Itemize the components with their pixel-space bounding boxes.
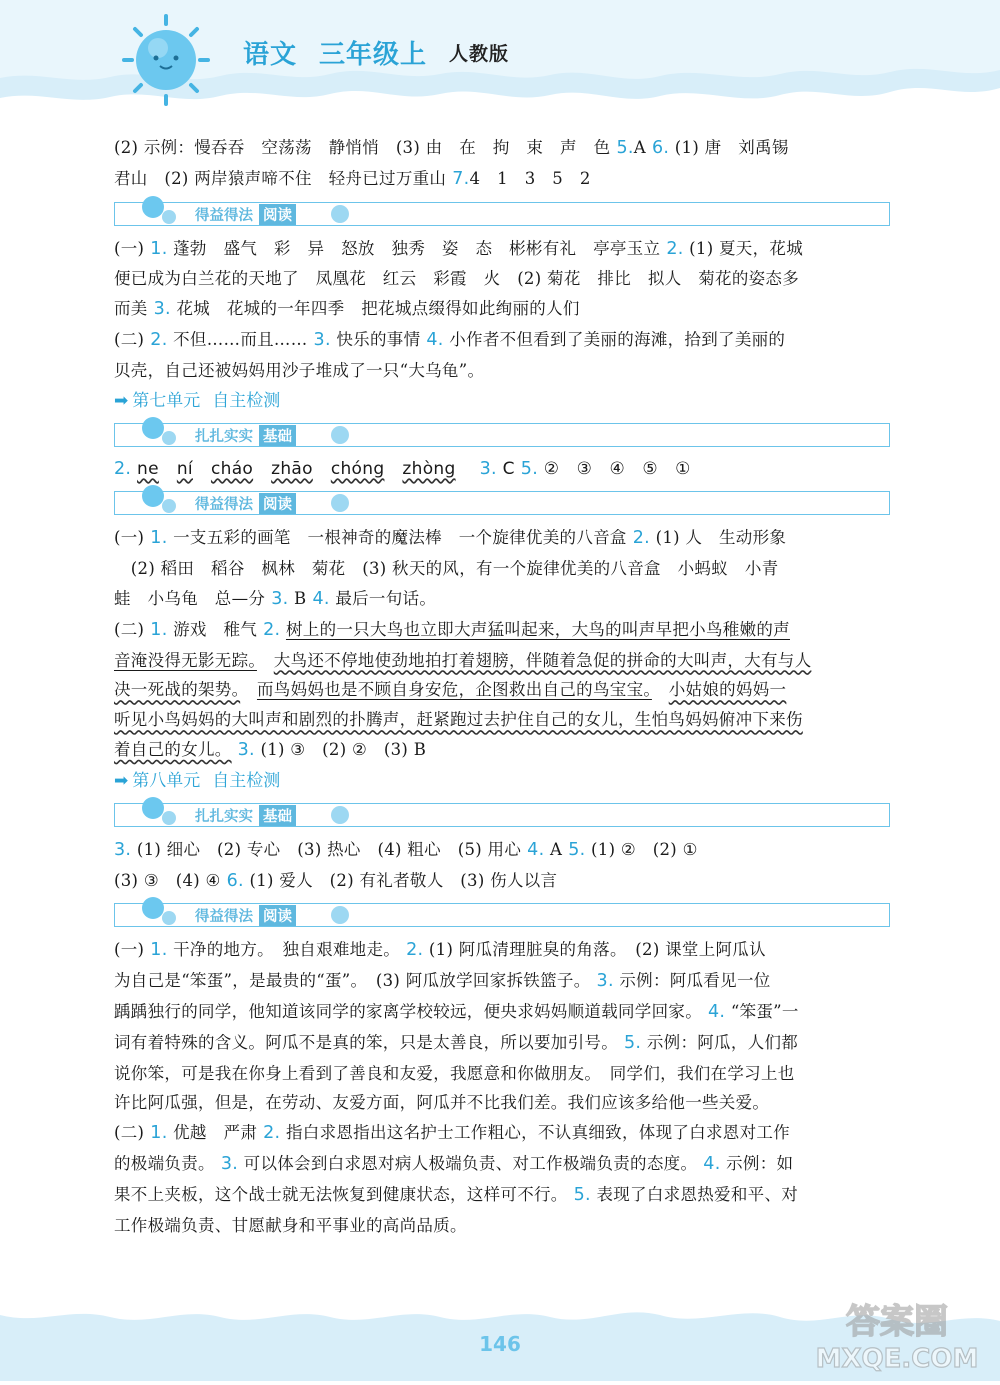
answer-text: 词有着特殊的含义。阿瓜不是真的笨，只是太善良，所以要加引号。 <box>114 1032 618 1052</box>
answer-text: (2) 示例：慢吞吞 空荡荡 静悄悄 (3) 由 在 拘 束 声 色 <box>114 138 611 157</box>
section-label <box>195 805 296 826</box>
answer-text: 蓬勃 盛气 彩 异 怒放 独秀 姿 态 彬彬有礼 亭亭玉立 <box>173 238 661 258</box>
question-number: 2. <box>632 528 651 549</box>
unit7-heading <box>114 386 890 416</box>
answer-line <box>114 1118 890 1149</box>
question-number: 3. <box>114 839 132 860</box>
question-number: 2. <box>150 329 168 350</box>
section-title: 得益得法 <box>195 909 253 926</box>
answer-text: B <box>294 588 307 608</box>
question-number: 2. <box>263 619 281 640</box>
answer-text: 干净的地方。 独自艰难地走。 <box>173 940 401 960</box>
answer-text: 可以体会到白求恩对病人极端负责、对工作极端负责的态度。 <box>243 1153 698 1173</box>
question-number: 4. <box>312 588 330 609</box>
unit-title: 第八单元 <box>132 770 201 791</box>
answer-text: A <box>633 138 646 157</box>
answer-line <box>114 1059 890 1089</box>
question-number: 2. <box>406 940 424 961</box>
answer-text: (1) 人 生动形象 <box>655 528 787 548</box>
answer-text: (二) <box>114 619 145 639</box>
answer-line <box>114 1180 890 1211</box>
section-tag: 阅读 <box>259 905 296 926</box>
section-label <box>195 425 296 446</box>
section-tag: 阅读 <box>259 204 296 225</box>
watermark-top-text: 答案圈 <box>846 1302 948 1342</box>
answer-line <box>114 835 890 866</box>
question-number: 5. <box>520 458 539 479</box>
answer-text: 游戏 稚气 <box>173 619 258 639</box>
question-number: 3. <box>237 739 255 760</box>
answer-line <box>114 646 890 676</box>
answer-line <box>114 675 890 705</box>
answer-text: 示例：如 <box>726 1153 794 1173</box>
pinyin-item: ní <box>176 458 193 479</box>
answer-line <box>114 966 890 997</box>
bubble-dot-icon <box>331 494 349 512</box>
underlined-answer: 音淹没得无影无踪。 <box>114 650 257 670</box>
section-title: 得益得法 <box>195 207 253 224</box>
answer-content <box>114 133 890 1240</box>
answer-text: 优越 严肃 <box>173 1123 258 1143</box>
pinyin-item: cháo <box>210 458 254 479</box>
answer-text: (1) 夏天，花城 <box>689 238 803 258</box>
question-number: 3. <box>271 588 289 609</box>
answer-line <box>114 1088 890 1118</box>
answer-text: (一) <box>114 238 145 258</box>
answer-text: 4 1 3 5 2 <box>469 168 591 188</box>
question-number: 5. <box>568 839 586 860</box>
question-number: 5. <box>616 138 634 158</box>
wavy-underlined-answer: 听见小鸟妈妈的大叫声和剧烈的扑腾声，赶紧跑过去护住自己的女儿，生怕鸟妈妈俯冲下来伤 <box>114 710 803 730</box>
question-number: 3. <box>596 971 614 992</box>
answer-text: 花城 花城的一年四季 把花城点缀得如此绚丽的人们 <box>176 299 580 319</box>
answer-line <box>114 1028 890 1059</box>
answer-text: 小作者不但看到了美丽的海滩，拾到了美丽的 <box>449 329 786 349</box>
arrow-right-icon: ➡ <box>114 770 129 791</box>
bubble-icon <box>135 894 195 934</box>
unit-title: 第七单元 <box>132 390 201 411</box>
question-number: 7. <box>452 168 470 189</box>
wavy-underlined-answer: 小姑娘的妈妈一 <box>668 680 787 700</box>
answer-text: 贝壳，自己还被妈妈用沙子堆成了一只“大乌龟”。 <box>114 360 485 380</box>
bubble-dot-icon <box>331 205 349 223</box>
arrow-right-icon: ➡ <box>114 390 129 411</box>
section-label <box>195 204 296 225</box>
underlined-answer: 而鸟妈妈也是不顾自身安危，企图救出自己的鸟宝宝。 <box>256 680 652 700</box>
wavy-underlined-answer: 着自己的女儿。 <box>114 739 232 759</box>
answer-line <box>114 705 890 735</box>
underlined-answer: 树上的一只大鸟也立即大声猛叫起来，大鸟的叫声早把小鸟稚嫩的声 <box>285 619 790 639</box>
pinyin-item: chóng <box>330 458 385 479</box>
answer-text: 而美 <box>114 299 148 319</box>
edition-label: 人教版 <box>449 43 510 65</box>
question-number: 4. <box>708 1001 726 1022</box>
answer-text: 示例：阿瓜，人们都 <box>646 1032 799 1052</box>
section-bar-reading <box>114 491 890 515</box>
answer-line <box>114 1149 890 1180</box>
header-band <box>0 0 1000 110</box>
pinyin-item: ne <box>137 458 159 479</box>
answer-line <box>114 1211 890 1241</box>
bubble-icon <box>135 794 195 834</box>
question-number: 4. <box>426 329 444 350</box>
section-title: 得益得法 <box>195 497 253 514</box>
answer-text: (1) ③ (2) ② (3) B <box>260 739 427 759</box>
unit-subtitle: 自主检测 <box>212 390 281 411</box>
bubble-dot-icon <box>331 906 349 924</box>
section-title: 扎扎实实 <box>195 428 253 445</box>
answer-text: 蛙 小乌龟 总—分 <box>114 588 266 608</box>
answer-line <box>114 264 890 294</box>
answer-text: (1) 阿瓜清理脏臭的角落。 (2) 课堂上阿瓜认 <box>428 940 766 960</box>
grade-label: 三年级上 <box>319 40 428 70</box>
wavy-underlined-answer: 决一死战的架势。 <box>114 680 241 700</box>
answer-text: 果不上夹板，这个战士就无法恢复到健康状态，这样可不行。 <box>114 1184 568 1204</box>
answer-text: (3) ③ (4) ④ <box>114 870 221 890</box>
answer-text: 的极端负责。 <box>114 1153 215 1173</box>
answer-text: 示例：阿瓜看见一位 <box>619 971 771 991</box>
answer-text: 许比阿瓜强，但是，在劳动、友爱方面，阿瓜并不比我们差。我们应该多给他一些关爱。 <box>114 1093 770 1113</box>
answer-text: 快乐的事情 <box>336 329 421 349</box>
answer-text: (2) 稻田 稻谷 枫林 菊花 (3) 秋天的风，有一个旋律优美的八音盒 小蚂蚁 小青 <box>114 559 779 579</box>
answer-line <box>114 935 890 966</box>
answer-text: (一) <box>114 528 145 548</box>
answer-line <box>114 866 890 897</box>
answer-text: “笨蛋”一 <box>730 1001 799 1021</box>
answer-text: (1) 细心 (2) 专心 (3) 热心 (4) 粗心 (5) 用心 <box>136 839 522 859</box>
section-bar-reading <box>114 903 890 927</box>
answer-text: 不但……而且…… <box>173 329 308 349</box>
watermark-bottom-text: MXQE.COM <box>815 1344 979 1373</box>
page-number: 146 <box>479 1332 521 1356</box>
answer-text: ② ③ ④ ⑤ ① <box>543 458 691 479</box>
answer-text: 便已成为白兰花的天地了 凤凰花 红云 彩霞 火 (2) 菊花 排比 拟人 菊花的姿态多 <box>114 269 800 289</box>
section-title: 扎扎实实 <box>195 808 253 825</box>
answer-text: 为自己是“笨蛋”，是最贵的“蛋”。 (3) 阿瓜放学回家拆铁篮子。 <box>114 971 591 991</box>
question-number: 3. <box>313 329 331 350</box>
section-bar-basic <box>114 803 890 827</box>
question-number: 3. <box>220 1153 239 1174</box>
bubble-icon <box>135 193 195 233</box>
answer-line <box>114 735 890 766</box>
answer-text: (二) <box>114 329 145 349</box>
section-tag: 基础 <box>259 425 296 446</box>
section-label <box>195 493 296 514</box>
bubble-icon <box>135 414 195 454</box>
wavy-underlined-answer: 大鸟还不停地使劲地拍打着翅膀，伴随着急促的拼命的大叫声，大有与人 <box>273 650 812 670</box>
question-number: 6. <box>226 870 244 891</box>
question-number: 5. <box>573 1184 591 1205</box>
unit-subtitle: 自主检测 <box>212 770 281 791</box>
answer-line <box>114 584 890 615</box>
answer-text: A <box>549 839 563 859</box>
question-number: 2. <box>114 458 132 479</box>
question-number: 3. <box>153 299 171 320</box>
answer-line <box>114 615 890 646</box>
watermark-logo <box>802 1295 992 1373</box>
watermark-graphic <box>802 1295 992 1373</box>
question-number: 1. <box>150 238 168 259</box>
question-number: 2. <box>666 238 684 259</box>
answer-text: 踽踽独行的同学，他知道该同学的家离学校较远，便央求妈妈顺道载同学回家。 <box>114 1001 702 1021</box>
answer-text: (二) <box>114 1123 145 1143</box>
answer-text: 一支五彩的画笔 一根神奇的魔法棒 一个旋律优美的八音盒 <box>173 528 627 548</box>
answer-text: 指白求恩指出这名护士工作粗心，不认真细致，体现了白求恩对工作 <box>285 1123 790 1143</box>
answer-text: 工作极端负责、甘愿献身和平事业的高尚品质。 <box>114 1215 467 1235</box>
answer-line <box>114 523 890 554</box>
answer-line <box>114 234 890 265</box>
bubble-icon <box>135 482 195 522</box>
question-number: 1. <box>150 619 168 640</box>
unit8-heading <box>114 766 890 796</box>
question-number: 1. <box>150 1123 168 1144</box>
bubble-dot-icon <box>331 426 349 444</box>
bubble-dot-icon <box>331 806 349 824</box>
section-bar-basic <box>114 423 890 447</box>
answer-text: (1) 爱人 (2) 有礼者敬人 (3) 伤人以言 <box>249 870 558 890</box>
subject-label: 语文 <box>243 40 298 70</box>
pinyin-item: zhāo <box>271 458 313 479</box>
answer-line <box>114 294 890 325</box>
answer-text: (1) 唐 刘禹锡 <box>674 138 789 157</box>
pinyin-item: zhòng <box>402 458 456 479</box>
answer-text: (一) <box>114 940 145 960</box>
answer-text: (1) ② (2) ① <box>591 839 698 859</box>
answer-text: 说你笨，可是我在你身上看到了善良和友爱，我愿意和你做朋友。 同学们，我们在学习上也 <box>114 1063 795 1083</box>
answer-line <box>114 356 890 386</box>
answer-text: 最后一句话。 <box>335 588 437 608</box>
section-bar-reading <box>114 202 890 226</box>
question-number: 6. <box>651 138 670 158</box>
question-number: 3. <box>479 458 497 479</box>
question-number: 4. <box>703 1153 721 1174</box>
question-number: 1. <box>150 940 168 961</box>
answer-line <box>114 997 890 1028</box>
header-title <box>243 34 509 71</box>
answer-line <box>114 554 890 584</box>
section-label <box>195 905 296 926</box>
section-tag: 阅读 <box>259 493 296 514</box>
question-number: 1. <box>150 528 168 549</box>
section-tag: 基础 <box>259 805 296 826</box>
answer-line <box>114 164 890 195</box>
pinyin-answer-line <box>114 455 890 485</box>
answer-text: C <box>502 458 515 479</box>
question-number: 4. <box>527 839 545 860</box>
answer-text: 表现了白求恩热爱和平、对 <box>596 1184 799 1204</box>
answer-line <box>114 325 890 356</box>
sun-mascot-icon <box>118 14 214 106</box>
question-number: 5. <box>624 1032 642 1053</box>
answer-text: 君山 (2) 两岸猿声啼不住 轻舟已过万重山 <box>114 168 447 188</box>
answer-line <box>114 133 890 164</box>
question-number: 2. <box>263 1123 281 1144</box>
